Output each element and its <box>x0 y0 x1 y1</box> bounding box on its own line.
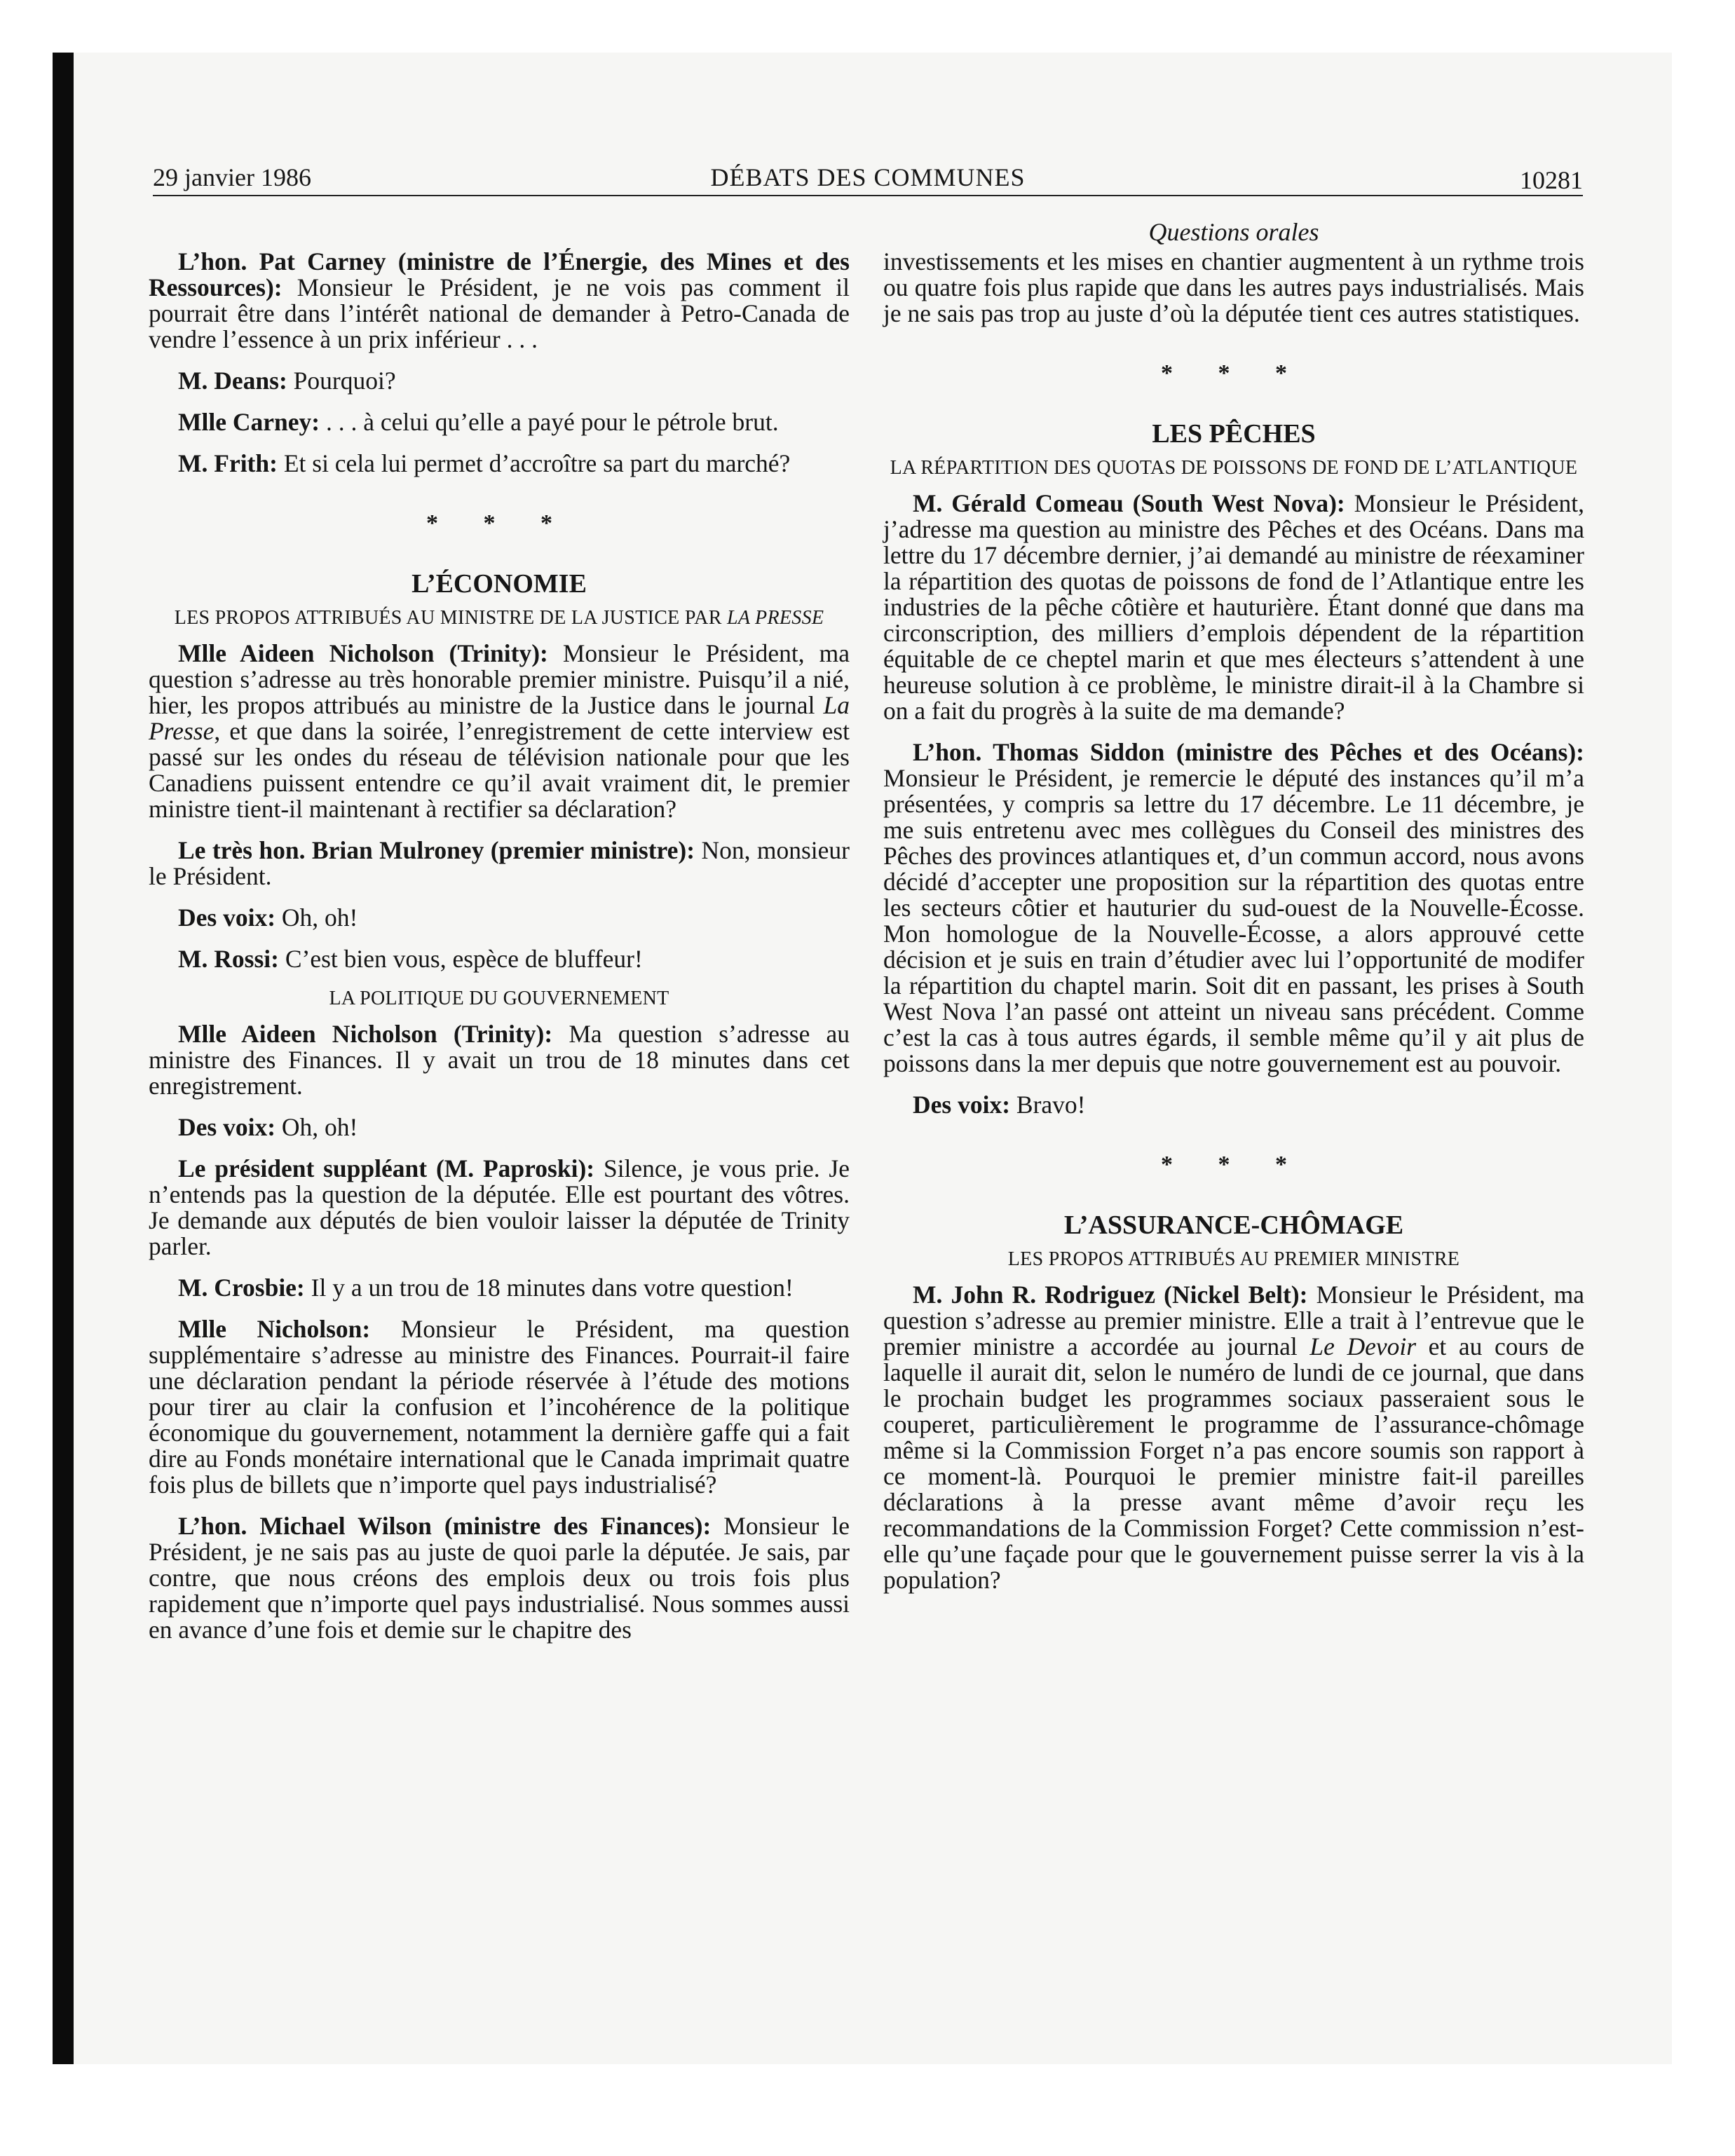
speaker-name: Des voix: <box>913 1091 1011 1119</box>
speaker-name: L’hon. Pat Carney (ministre de l’Énergie, des Mines et des Ressources): <box>149 247 850 301</box>
newspaper-title: La Presse <box>149 691 850 745</box>
speaker-name: M. Frith: <box>178 449 278 477</box>
paragraph <box>149 1316 850 1498</box>
speech-text: , et que dans la soirée, l’enregistrement de cette interview est passé sur les ondes du réseau de télévision nationale pour que les Canadiens puissent entendre ce qu’il avait vraiment dit, le premier ministre tient-il maintenant à rectifier sa déclaration? <box>149 717 850 823</box>
page-number: 10281 <box>1520 166 1583 194</box>
section-subtitle: LES PROPOS ATTRIBUÉS AU PREMIER MINISTRE <box>1007 1248 1460 1270</box>
section-subtitle <box>149 607 850 629</box>
paragraph <box>149 946 850 972</box>
speech-text: Monsieur le Président, ma question s’adresse au premier ministre. Elle a trait à l’entrevue que le premier ministre a accordée au journal <box>883 1281 1584 1360</box>
speaker-name: Mlle Aideen Nicholson (Trinity): <box>178 639 548 667</box>
section-separator: * * * <box>1161 360 1307 386</box>
section-title: LES PÊCHES <box>1152 419 1316 449</box>
paragraph <box>149 1513 850 1643</box>
paragraph <box>883 1092 1584 1118</box>
speech-text: . . . à celui qu’elle a payé pour le pétrole brut. <box>320 408 779 436</box>
speech-text: Monsieur le Président, ma question s’adresse au très honorable premier ministre. Puisqu’il a nié, hier, les propos attribués au ministre de la Justice dans le journal <box>149 639 850 719</box>
paragraph <box>883 1282 1584 1593</box>
speech-text: Pourquoi? <box>287 367 396 395</box>
header-title: DÉBATS DES COMMUNES <box>710 163 1026 191</box>
speech-text: Monsieur le Président, je remercie le député des instances qu’il m’a présentées, y compris sa lettre du 17 décembre. Le 11 décembre, je me suis entretenu avec mes collègues du Conseil des ministres des Pêches des provinces atlantiques et, d’un commun accord, nous avons décidé d’accepter une proposition sur la répartition des quotas entre les secteurs côtier et hauturier du sud-ouest de la Nouvelle-Écosse. Mon homologue de la Nouvelle-Écosse, a alors approuvé cette décision et je suis en train d’étudier avec lui l’opportunité de modifer la répartition du chaptel marin. Soit dit en passant, les prises à South West Nova l’an passé ont atteint un niveau sans précédent. Comme c’est la cas à tous autres égards, il semble même qu’il y ait plus de poissons dans la mer depuis que notre gouvernement est au pouvoir. <box>883 764 1584 1077</box>
speaker-name: M. John R. Rodriguez (Nickel Belt): <box>913 1281 1308 1309</box>
section-title: L’ÉCONOMIE <box>411 569 587 599</box>
speaker-name: Mlle Carney: <box>178 408 320 436</box>
speaker-name: M. Gérald Comeau (South West Nova): <box>913 489 1345 517</box>
scan-edge <box>53 53 74 2064</box>
paragraph <box>149 1114 850 1140</box>
speaker-name: M. Rossi: <box>178 945 279 973</box>
paragraph <box>149 838 850 889</box>
speaker-name: Mlle Aideen Nicholson (Trinity): <box>178 1020 553 1048</box>
speech-text: Bravo! <box>1010 1091 1086 1119</box>
speaker-name: Le président suppléant (M. Paproski): <box>178 1154 595 1182</box>
speech-text: et au cours de laquelle il aurait dit, selon le numéro de lundi de ce journal, que dans le prochain budget les programmes sociaux passeraient sous le couperet, particulièrement le programme de l’assurance-chômage même si la Commission Forget n’a pas encore soumis son rapport à ce moment-là. Pourquoi le premier ministre fait-il pareilles déclarations à la presse avant même d’avoir reçu les recommandations de la Commission Forget? Cette commission n’est-elle qu’une façade pour que le gouvernement puisse serrer la vis à la population? <box>883 1332 1585 1594</box>
speech-text: Non, monsieur le Président. <box>149 836 850 890</box>
paragraph <box>149 905 850 931</box>
paragraph <box>149 1275 850 1301</box>
paragraph <box>883 739 1584 1077</box>
speaker-name: Le très hon. Brian Mulroney (premier ministre): <box>178 836 695 864</box>
section-running-head: Questions orales <box>1148 218 1319 246</box>
speaker-name: M. Deans: <box>178 367 287 395</box>
speech-text: Il y a un trou de 18 minutes dans votre question! <box>304 1274 794 1302</box>
speech-text: Silence, je vous prie. Je n’entends pas la question de la députée. Elle est pourtant des vôtres. Je demande aux députés de bien vouloir laisser la députée de Trinity parler. <box>149 1154 850 1260</box>
speech-text: Monsieur le Président, je ne vois pas comment il pourrait être dans l’intérêt national de demander à Petro-Canada de vendre l’essence à un prix inférieur . . . <box>149 273 850 353</box>
paragraph <box>883 491 1584 724</box>
speech-text: Monsieur le Président, j’adresse ma question au ministre des Pêches et des Océans. Dans ma lettre du 17 décembre dernier, j’ai demandé au ministre de réexaminer la répartition des quotas de poissons de fond de l’Atlantique entre les industries de la pêche côtière et hauturière. Étant donné que dans ma circonscription, des milliers d’emplois dépendent de la répartition équitable de ce cheptel marin et que mes électeurs s’attendent à une heureuse solution à ce problème, le ministre dirait-il à la Chambre si on a fait du progrès à la suite de ma demande? <box>883 489 1584 725</box>
speaker-name: L’hon. Thomas Siddon (ministre des Pêches et des Océans): <box>913 738 1584 766</box>
section-subtitle: LA POLITIQUE DU GOUVERNEMENT <box>329 988 669 1009</box>
section-subtitle: LA RÉPARTITION DES QUOTAS DE POISSONS DE FOND DE L’ATLANTIQUE <box>890 457 1578 479</box>
page-header <box>153 160 1583 196</box>
section-title: L’ASSURANCE-CHÔMAGE <box>1063 1210 1404 1240</box>
paragraph <box>149 1021 850 1099</box>
header-date: 29 janvier 1986 <box>153 163 311 191</box>
speaker-name: Des voix: <box>178 1113 276 1141</box>
paragraph <box>149 409 850 435</box>
paragraph <box>149 249 850 353</box>
speech-text: Monsieur le Président, je ne sais pas au juste de quoi parle la députée. Je sais, par contre, que nous créons des emplois deux ou trois fois plus rapidement que n’importe quel pays industrialisé. Nous sommes aussi en avance d’une fois et demie sur le chapitre des <box>149 1512 850 1644</box>
section-separator: * * * <box>426 510 572 536</box>
subtitle-text: LES PROPOS ATTRIBUÉS AU MINISTRE DE LA JUSTICE PAR <box>174 607 727 629</box>
speech-text: Monsieur le Président, ma question supplémentaire s’adresse au ministre des Finances. Pourrait-il faire une déclaration pendant la période réservée à l’étude des motions pour tirer au clair la confusion et l’incohérence de la politique économique du gouvernement, notamment la dernière gaffe qui a fait dire au Fonds monétaire international que le Canada imprimait quatre fois plus de billets que n’importe quel pays industrialisé? <box>149 1315 850 1499</box>
paragraph <box>149 451 850 477</box>
section-separator: * * * <box>1161 1152 1307 1178</box>
paragraph-continued: investissements et les mises en chantier augmentent à un rythme trois ou quatre fois plus rapide que dans les autres pays industrialisés. Mais je ne sais pas trop au juste d’où la députée tient ces autres statistiques. <box>883 247 1584 327</box>
subtitle-italic: LA PRESSE <box>726 607 824 629</box>
speaker-name: Des voix: <box>178 903 276 932</box>
speech-text: Oh, oh! <box>275 1113 358 1141</box>
paragraph <box>149 1156 850 1260</box>
speech-text: Et si cela lui permet d’accroître sa part du marché? <box>277 449 791 477</box>
left-column <box>149 249 850 1658</box>
speech-text: Oh, oh! <box>275 903 358 932</box>
paragraph <box>149 641 850 822</box>
paragraph <box>149 368 850 394</box>
speech-text: C’est bien vous, espèce de bluffeur! <box>278 945 643 973</box>
newspaper-title: Le Devoir <box>1309 1332 1417 1360</box>
speaker-name: M. Crosbie: <box>178 1274 305 1302</box>
right-column <box>883 249 1584 1609</box>
speaker-name: Mlle Nicholson: <box>178 1315 371 1343</box>
speech-text: Ma question s’adresse au ministre des Finances. Il y avait un trou de 18 minutes dans cet enregistrement. <box>149 1020 850 1100</box>
speaker-name: L’hon. Michael Wilson (ministre des Finances): <box>178 1512 712 1540</box>
